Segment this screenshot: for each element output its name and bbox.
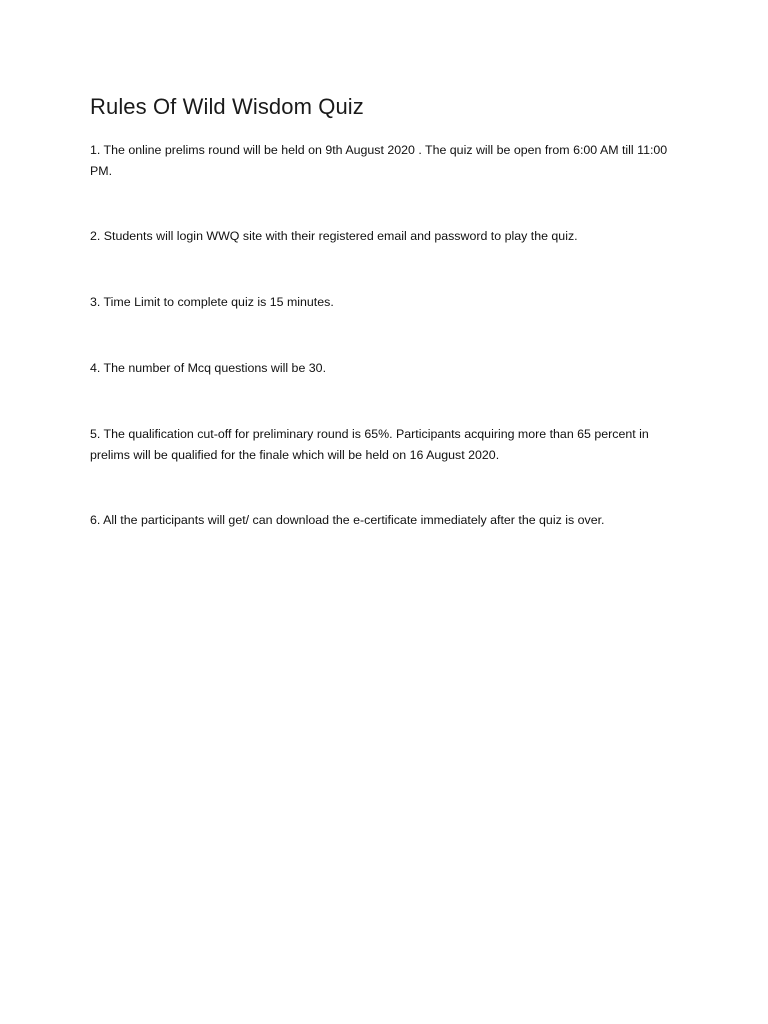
rule-item-6: 6. All the participants will get/ can download the e-certificate immediately after the quiz is over. [90,513,605,527]
rule-item-3: 3. Time Limit to complete quiz is 15 minutes. [90,295,334,309]
rule-item-1: 1. The online prelims round will be held on 9th August 2020 . The quiz will be open from 6:00 AM till 11:00 PM. [90,143,668,178]
rule-item-4: 4. The number of Mcq questions will be 30. [90,361,327,375]
rule-item-2: 2. Students will login WWQ site with their registered email and password to play the quiz. [90,229,578,243]
rule-item-5: 5. The qualification cut-off for preliminary round is 65%. Participants acquiring more than 65 percent in prelims will be qualified for the finale which will be held on 16 August 2020. [90,427,649,462]
document-title: Rules Of Wild Wisdom Quiz [90,94,364,119]
